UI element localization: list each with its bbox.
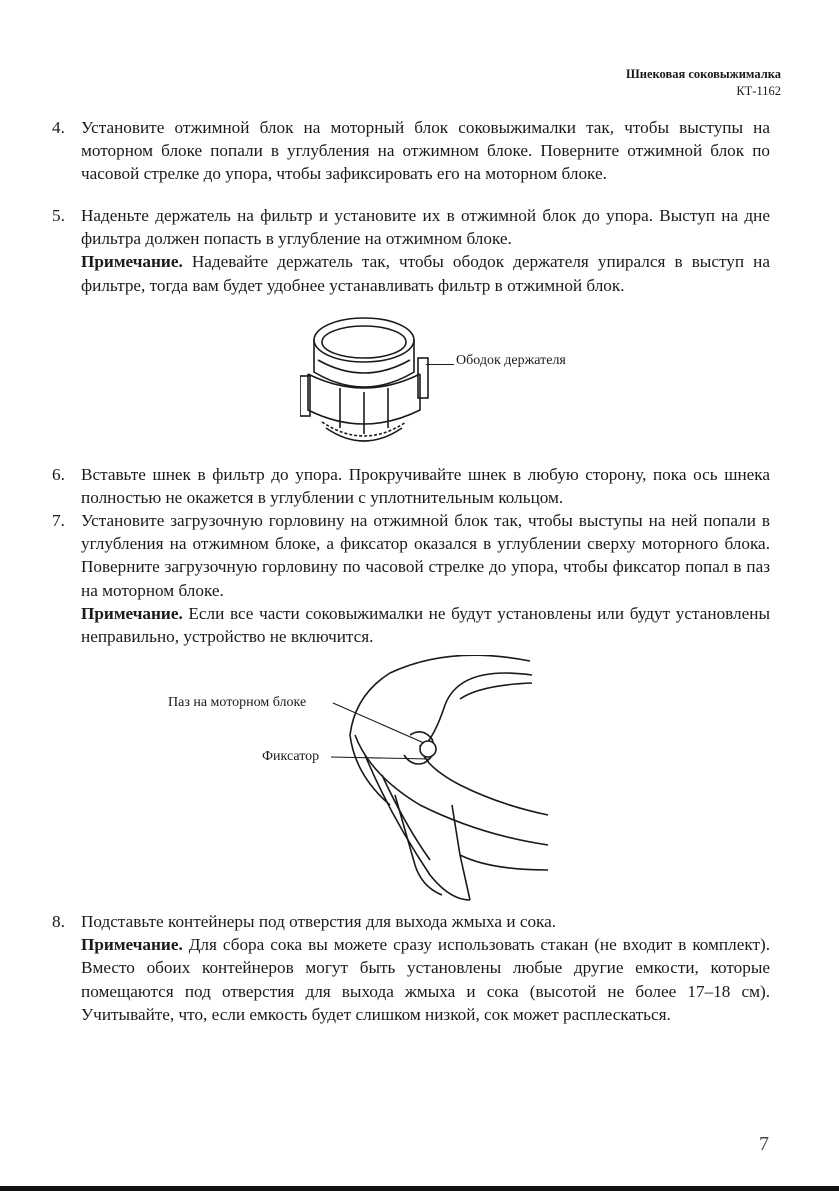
filter-holder-illustration [300,310,430,450]
holder-rim-label: Ободок держателя [456,353,566,368]
step-number: 4. [52,118,65,137]
leader-line [426,364,454,365]
step-6 [52,463,770,509]
page-number: 7 [759,1133,769,1155]
step-text: Наденьте держатель на фильтр и установите их в отжимной блок до упора. Выступ на дне фильтра должен попасть в углубление на отжимном блоке. [81,206,770,249]
leader-lines [160,655,560,905]
step-number: 7. [52,511,65,530]
step-note [81,250,770,296]
note-text: Если все части соковыжималки не будут установлены или будут установлены неправильно, устройство не включится. [81,603,770,647]
step-8 [52,910,770,1026]
bottom-rule [0,1186,839,1191]
step-note [81,602,770,648]
step-number: 5. [52,206,65,225]
product-title: Шнековая соковыжималка [626,67,781,81]
running-header [626,66,781,100]
note-label: Примечание. [81,935,183,955]
step-4 [52,116,770,186]
lock-label: Фиксатор [262,749,320,764]
step-text: Вставьте шнек в фильтр до упора. Прокручивайте шнек в любую сторону, пока ось шнека полностью не окажется в углублении с уплотнительным кольцом. [81,465,770,508]
step-text: Установите загрузочную горловину на отжимной блок так, чтобы выступы на ней попали в углубления на отжимном блоке, а фиксатор оказался в углублении сверху моторного блока. Поверните загрузочную горловину по часовой стрелке до упора, чтобы фиксатор попал в паз на моторном блоке. [81,511,770,600]
figure-filter-holder [300,310,600,450]
note-text: Для сбора сока вы можете сразу использовать стакан (не входит в комплект). Вместо обоих контейнеров могут быть установлены любые другие емкости, которые помещаются под отверстия для выхода жмыха и сока (высотой не более 17–18 см). Учитывайте, что, если емкость будет слишком низкой, сок может расплескаться. [81,935,770,1024]
step-5 [52,204,770,297]
step-note [81,933,770,1026]
figure-lock-slot [160,655,560,905]
note-label: Примечание. [81,603,183,623]
note-label: Примечание. [81,252,183,272]
step-text: Подставьте контейнеры под отверстия для выхода жмыха и сока. [81,912,557,931]
step-number: 8. [52,912,65,931]
motor-slot-label: Паз на моторном блоке [168,695,307,710]
step-number: 6. [52,465,65,484]
step-7 [52,509,770,648]
step-text: Установите отжимной блок на моторный блок соковыжималки так, чтобы выступы на моторном блоке попали в углубления на отжимном блоке. Поверните отжимной блок по часовой стрелке до упора, чтобы зафиксировать его на моторном блоке. [81,118,770,184]
model-number: КТ-1162 [736,84,781,98]
note-text: Надевайте держатель так, чтобы ободок держателя упирался в выступ на фильтре, тогда вам будет удобнее устанавливать фильтр в отжимной блок. [81,252,770,295]
